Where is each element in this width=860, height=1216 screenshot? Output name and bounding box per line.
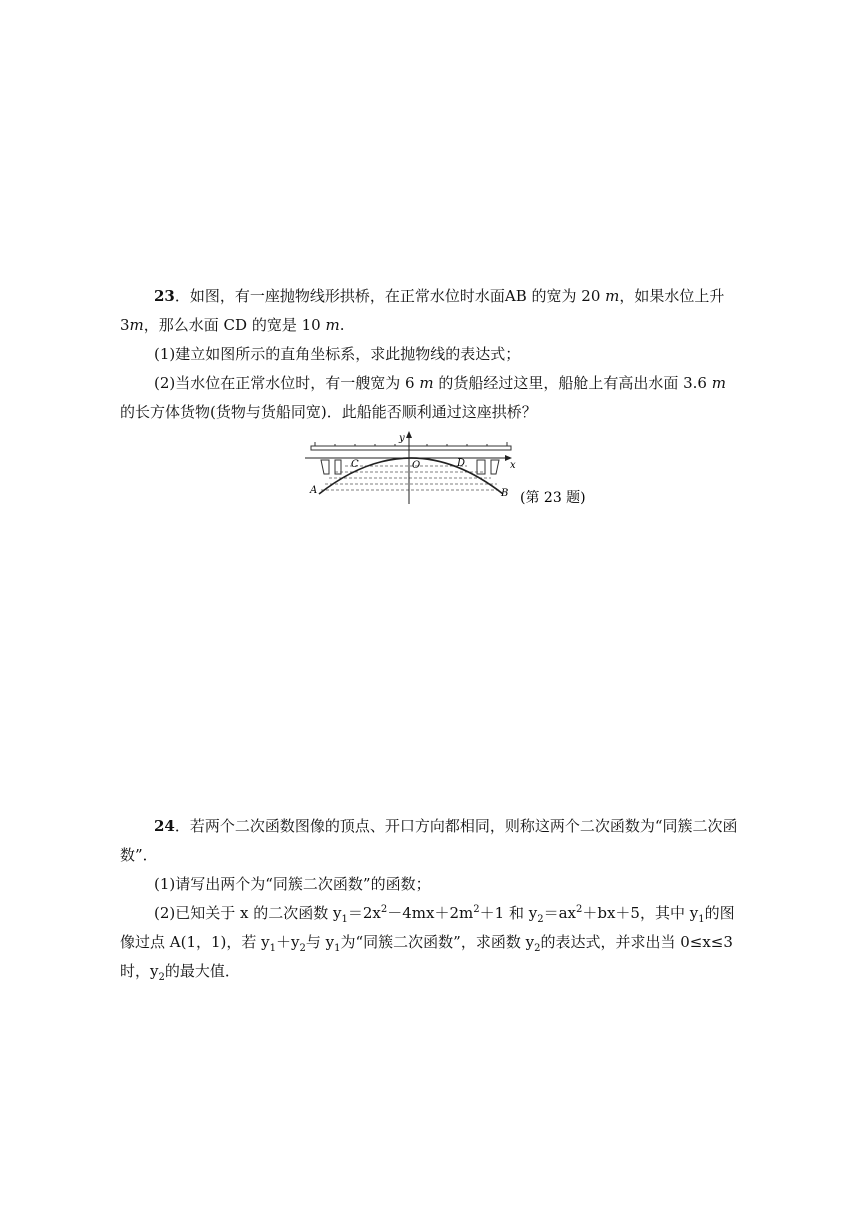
q23-number: 23	[154, 287, 175, 305]
q24-number: 24	[154, 817, 175, 835]
label-y: y	[399, 433, 405, 444]
label-c: C	[351, 459, 359, 470]
label-b: B	[501, 488, 509, 499]
deck-posts	[315, 442, 507, 446]
label-d: D	[457, 458, 466, 469]
label-a: A	[310, 485, 318, 496]
water-surface	[321, 466, 501, 490]
q23-part2: (2)当水位在正常水位时，有一艘宽为 6 m 的货船经过这里，船舱上有高出水面 3.6 m 的长方体货物(货物与货船同宽)．此船能否顺利通过这座拱桥？	[120, 374, 726, 421]
q24-stem: 24．若两个二次函数图像的顶点、开口方向都相同，则称这两个二次函数为“同簇二次函数”．	[120, 817, 738, 864]
label-o: O	[412, 460, 421, 471]
q23-stem: 23．如图，有一座抛物线形拱桥，在正常水位时水面AB 的宽为 20 m，如果水位上升 3m，那么水面 CD 的宽是 10 m.	[120, 287, 725, 334]
label-x: x	[510, 460, 516, 471]
parabola-arch	[319, 458, 503, 494]
bridge-deck	[311, 446, 511, 450]
y-axis-arrow	[406, 431, 412, 438]
q24-part2: (2)已知关于 x 的二次函数 $y_1=2x^2-4mx+2m^2+1$ 和 $y_2=ax^2+bx+5$，其中 $y_1$的图像过点 A(1，1)，若 $y_1+y_2$与 $y_1$为“同簇二次函数”，求函数 $y_2$的表达式，并求出当 0≤x≤3 时，$y_2$的最大值．	[120, 904, 735, 983]
bridge-figure	[305, 428, 615, 512]
q23-part1: (1)建立如图所示的直角坐标系，求此抛物线的表达式；	[154, 345, 521, 363]
q24-part1: (1)请写出两个为“同簇二次函数”的函数；	[154, 875, 431, 893]
q23-caption: (第 23 题)	[520, 490, 586, 506]
